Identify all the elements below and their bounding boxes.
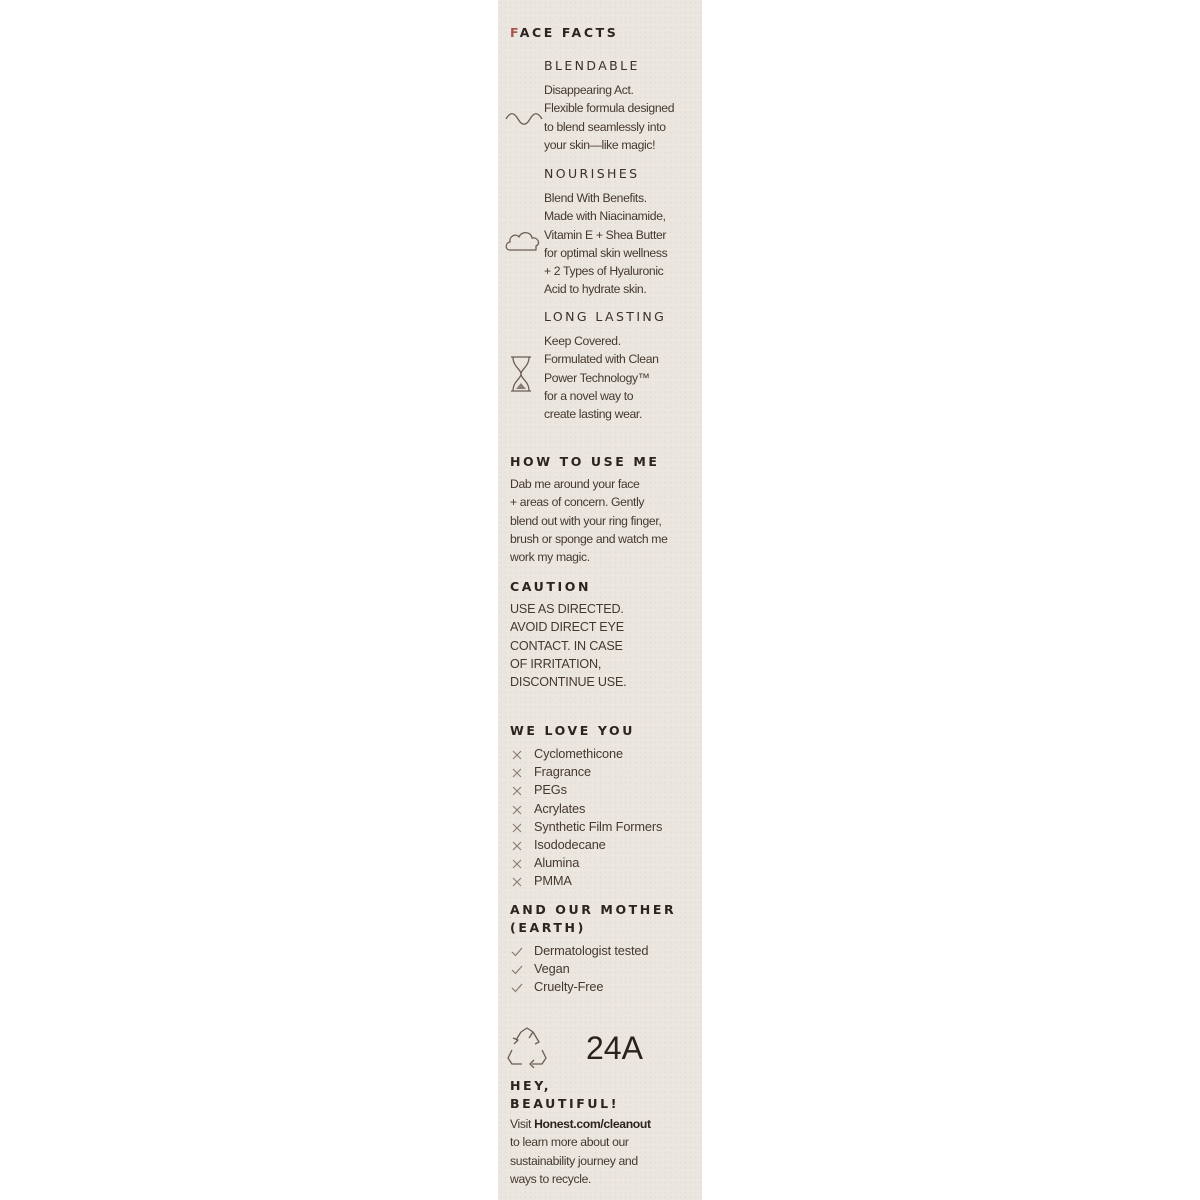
visit-prefix: Visit bbox=[510, 1117, 535, 1131]
text-line: for optimal skin wellness bbox=[544, 245, 668, 260]
list-item-label: Acrylates bbox=[534, 800, 586, 816]
text-line: Acid to hydrate skin. bbox=[544, 282, 647, 297]
cross-icon bbox=[510, 875, 524, 887]
text-line: AVOID DIRECT EYE bbox=[510, 620, 624, 635]
text-line: to blend seamlessly into bbox=[544, 119, 666, 134]
cloud-icon bbox=[504, 228, 542, 254]
list-item-label: Fragrance bbox=[534, 764, 591, 780]
list-item bbox=[510, 763, 662, 781]
cross-icon bbox=[510, 821, 524, 833]
blendable-description bbox=[544, 81, 700, 154]
how-to-use-description bbox=[510, 475, 698, 566]
caution-heading: CAUTION bbox=[510, 579, 592, 594]
mother-earth-heading-line2: (EARTH) bbox=[510, 920, 586, 935]
visit-line bbox=[510, 1115, 700, 1133]
list-item bbox=[510, 978, 648, 996]
list-item bbox=[510, 960, 648, 978]
list-item-label: PEGs bbox=[534, 782, 567, 798]
list-item-label: Alumina bbox=[534, 855, 580, 871]
wave-icon bbox=[504, 110, 544, 128]
text-line: + 2 Types of Hyaluronic bbox=[544, 264, 664, 279]
text-line: create lasting wear. bbox=[544, 407, 643, 422]
text-line: USE AS DIRECTED. bbox=[510, 602, 624, 616]
text-line: ways to recycle. bbox=[510, 1171, 592, 1186]
nourishes-description bbox=[544, 189, 700, 299]
list-item bbox=[510, 942, 648, 960]
cross-icon bbox=[510, 748, 524, 760]
cross-icon bbox=[510, 784, 524, 796]
text-line: blend out with your ring finger, bbox=[510, 513, 662, 528]
text-line: to learn more about our bbox=[510, 1135, 629, 1150]
list-item bbox=[510, 745, 662, 763]
text-line: sustainability journey and bbox=[510, 1153, 638, 1168]
list-item bbox=[510, 872, 662, 890]
text-line: work my magic. bbox=[510, 550, 590, 565]
heading-accent-letter: F bbox=[510, 25, 520, 40]
cross-icon bbox=[510, 857, 524, 869]
check-icon bbox=[510, 981, 524, 993]
text-line: your skin—like magic! bbox=[544, 137, 656, 152]
recycle-icon bbox=[504, 1026, 550, 1068]
cross-icon bbox=[510, 839, 524, 851]
cross-icon bbox=[510, 803, 524, 815]
list-item-label: Synthetic Film Formers bbox=[534, 818, 663, 834]
long-lasting-description bbox=[544, 332, 700, 423]
excluded-ingredients-list bbox=[510, 745, 662, 891]
text-line: OF IRRITATION, bbox=[510, 656, 602, 671]
text-line: Formulated with Clean bbox=[544, 352, 659, 367]
list-item bbox=[510, 818, 662, 836]
text-line: DISCONTINUE USE. bbox=[510, 675, 627, 690]
blendable-title: BLENDABLE bbox=[544, 58, 640, 73]
text-line: Keep Covered. bbox=[544, 334, 621, 348]
list-item bbox=[510, 781, 662, 799]
list-item-label: PMMA bbox=[534, 873, 572, 889]
face-facts-heading-text: ACE FACTS bbox=[519, 25, 619, 40]
text-line: Power Technology™ bbox=[544, 370, 650, 385]
list-item bbox=[510, 854, 662, 872]
certifications-list bbox=[510, 942, 648, 997]
long-lasting-title: LONG LASTING bbox=[544, 309, 667, 324]
text-line: Disappearing Act. bbox=[544, 83, 634, 97]
list-item bbox=[510, 800, 662, 818]
caution-text bbox=[510, 600, 698, 691]
list-item-label: Vegan bbox=[534, 961, 570, 977]
list-item-label: Isododecane bbox=[534, 836, 606, 852]
list-item-label: Cruelty-Free bbox=[534, 979, 604, 995]
text-line: CONTACT. IN CASE bbox=[510, 638, 623, 653]
hey-beautiful-heading-line1: HEY, bbox=[510, 1078, 552, 1093]
list-item-label: Cyclomethicone bbox=[534, 746, 623, 761]
text-line: brush or sponge and watch me bbox=[510, 531, 668, 546]
batch-code: 24A bbox=[586, 1030, 643, 1066]
text-line: Flexible formula designed bbox=[544, 101, 675, 116]
check-icon bbox=[510, 945, 524, 957]
product-box-side-panel bbox=[498, 0, 702, 1200]
text-line: + areas of concern. Gently bbox=[510, 495, 645, 510]
hey-beautiful-heading-line2: BEAUTIFUL! bbox=[510, 1096, 620, 1111]
text-line: Vitamin E + Shea Butter bbox=[544, 227, 667, 242]
cross-icon bbox=[510, 766, 524, 778]
check-icon bbox=[510, 963, 524, 975]
nourishes-title: NOURISHES bbox=[544, 166, 640, 181]
mother-earth-heading-line1: AND OUR MOTHER bbox=[510, 902, 677, 917]
cleanout-url: Honest.com/cleanout bbox=[534, 1117, 651, 1131]
text-line: Dab me around your face bbox=[510, 477, 640, 491]
hourglass-icon bbox=[509, 355, 533, 393]
text-line: for a novel way to bbox=[544, 388, 634, 403]
list-item bbox=[510, 836, 662, 854]
face-facts-heading bbox=[510, 25, 618, 40]
text-line: Blend With Benefits. bbox=[544, 191, 647, 205]
recycle-info-text bbox=[510, 1115, 700, 1188]
text-line: Made with Niacinamide, bbox=[544, 209, 666, 224]
list-item-label: Dermatologist tested bbox=[534, 943, 649, 958]
how-to-use-heading: HOW TO USE ME bbox=[510, 454, 660, 469]
we-love-you-heading: WE LOVE YOU bbox=[510, 723, 636, 738]
